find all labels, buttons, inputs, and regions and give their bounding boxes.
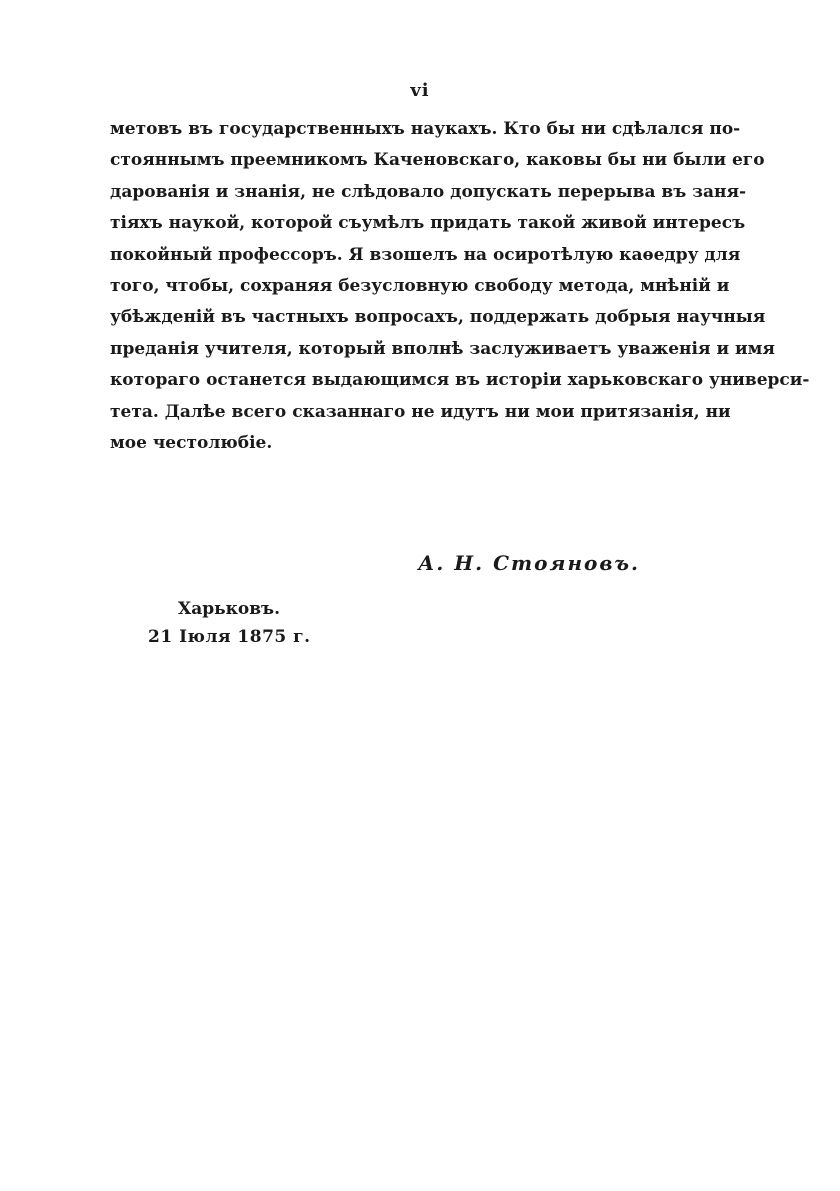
text-line: покойный профессоръ. Я взошелъ на осиротѣлую каѳедру для — [110, 244, 741, 265]
text-line: дарованія и знанія, не слѣдовало допускать перерыва въ заня- — [110, 181, 747, 202]
body-text — [110, 114, 810, 459]
text-line: тета. Далѣе всего сказаннаго не идутъ ни мои притязанія, ни — [110, 401, 731, 422]
text-line: мое честолюбіе. — [110, 433, 273, 454]
text-line: стояннымъ преемникомъ Каченовскаго, каковы бы ни были его — [110, 150, 765, 171]
date-line: 21 Іюля 1875 г. — [148, 627, 311, 647]
text-line: того, чтобы, сохраняя безусловную свободу метода, мнѣній и — [110, 276, 730, 297]
text-line: убѣжденій въ частныхъ вопросахъ, поддержать добрыя научныя — [110, 307, 766, 328]
text-line: преданія учителя, который вполнѣ заслуживаетъ уваженія и имя — [110, 338, 775, 359]
author-signature: А. Н. Стояновъ. — [418, 551, 640, 575]
text-line: тіяхъ наукой, которой съумѣлъ придать такой живой интересъ — [110, 213, 746, 234]
text-line: метовъ въ государственныхъ наукахъ. Кто бы ни сдѣлался по- — [110, 119, 741, 139]
page-number: vi — [410, 80, 430, 101]
text-line: котораго останется выдающимся въ исторіи харьковскаго универси- — [110, 370, 810, 391]
place-line: Харьковъ. — [178, 599, 281, 619]
